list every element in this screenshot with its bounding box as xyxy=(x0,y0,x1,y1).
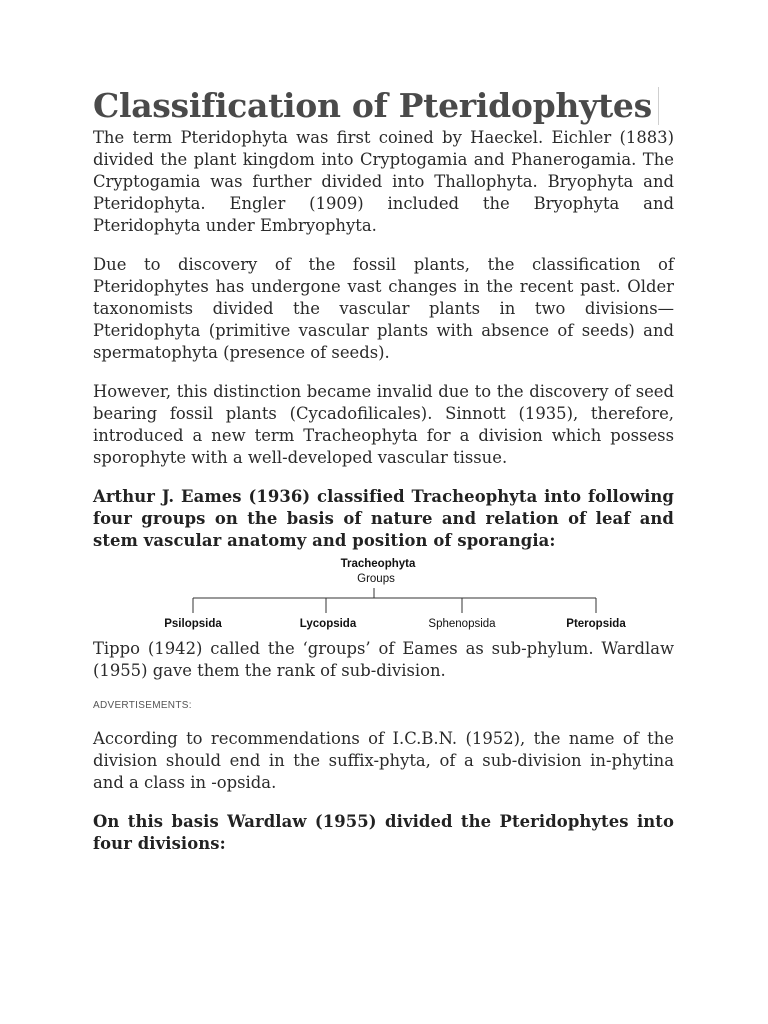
page-title: Classification of Pteridophytes xyxy=(93,86,652,125)
tracheophyta-diagram xyxy=(93,556,674,638)
paragraph-tracheophyta: However, this distinction became invalid due to the discovery of seed bearing fossil plants (Cycadofilicales). Sinnott (1935), therefore, introduced a new term Tracheophyta for a division which possess sporophyte with a well-developed vascular tissue. xyxy=(93,382,674,467)
paragraph-tippo: Tippo (1942) called the ‘groups’ of Eames as sub-phylum. Wardlaw (1955) gave them the rank of sub-division. xyxy=(93,639,674,680)
diagram-subtitle: Groups xyxy=(357,573,395,585)
diagram-root-label: Tracheophyta xyxy=(340,558,416,570)
article xyxy=(93,84,674,855)
text-cursor xyxy=(658,87,659,125)
diagram-child-lycopsida: Lycopsida xyxy=(299,618,357,630)
diagram-child-pteropsida: Pteropsida xyxy=(566,618,626,630)
paragraph-icbn: According to recommendations of I.C.B.N. (1952), the name of the division should end in the suffix-phyta, of a sub-division in-phytina and a class in -opsida. xyxy=(93,729,674,792)
diagram-child-sphenopsida: Sphenopsida xyxy=(428,618,496,630)
advertisements-label: ADVERTISEMENTS: xyxy=(93,700,192,711)
paragraph-wardlaw-divisions: On this basis Wardlaw (1955) divided the Pteridophytes into four divisions: xyxy=(93,812,674,853)
paragraph-intro: The term Pteridophyta was first coined by Haeckel. Eichler (1883) divided the plant kingdom into Cryptogamia and Phanerogamia. The Cryptogamia was further divided into Thallophyta. Bryophyta and Pteridophyta. Engler (1909) included the Bryophyta and Pteridophyta under Embryophyta. xyxy=(93,128,674,235)
paragraph-fossil-discovery: Due to discovery of the fossil plants, the classification of Pteridophytes has undergone vast changes in the recent past. Older taxonomists divided the vascular plants in two divisions—Pteridophyta (primitive vascular plants with absence of seeds) and spermatophyta (presence of seeds). xyxy=(93,255,674,362)
diagram-child-psilopsida: Psilopsida xyxy=(164,618,222,630)
paragraph-eames-groups: Arthur J. Eames (1936) classified Tracheophyta into following four groups on the basis of nature and relation of leaf and stem vascular anatomy and position of sporangia: xyxy=(93,487,674,550)
